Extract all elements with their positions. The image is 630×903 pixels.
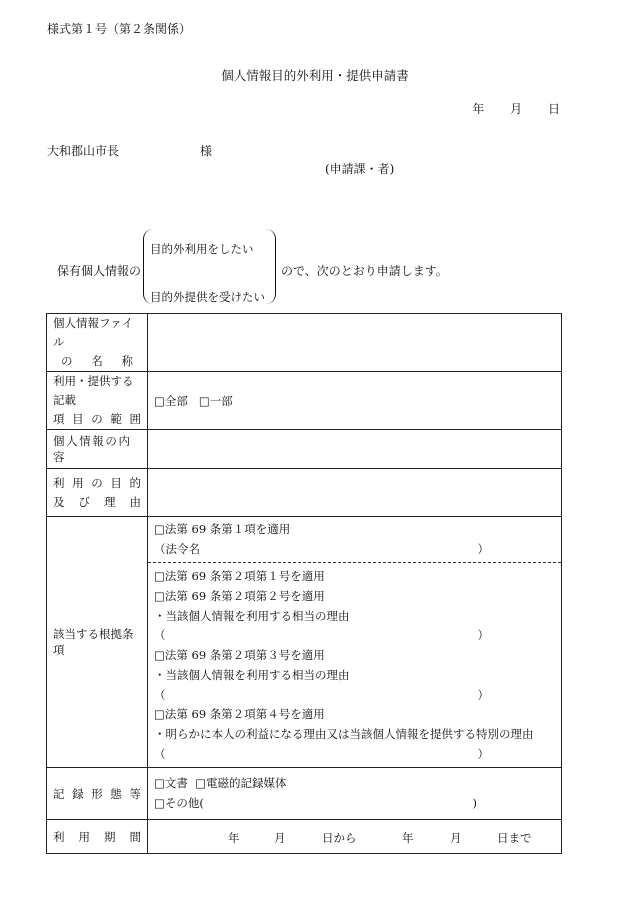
checkbox-clause-69-2-4[interactable]: □法第 69 条第２項第４号を適用 (154, 707, 325, 722)
date-day: 日 (547, 102, 560, 116)
date-year: 年 (472, 102, 485, 116)
period-day-from: 日から (322, 831, 357, 845)
label-char: の (91, 475, 103, 490)
label-purpose (47, 469, 148, 517)
label-line (53, 474, 141, 493)
special-reason-label: ・明らかに本人の利益になる理由又は当該個人情報を提供する特別の理由 (154, 726, 534, 741)
checkbox-document[interactable]: □文書 (154, 775, 188, 790)
checkbox-clause-69-2-1[interactable]: □法第 69 条第２項第１号を適用 (154, 569, 325, 584)
checkbox-clause-69-1[interactable]: □法第 69 条第１項を適用 (154, 522, 291, 536)
label-char: 等 (129, 786, 141, 801)
label-char: 利 (53, 829, 65, 844)
label-char: 項 (53, 412, 65, 426)
checkbox-other[interactable]: □その他( ) (154, 795, 477, 810)
option-use-outside-purpose: 目的外利用をしたい (150, 242, 254, 256)
document-title: 個人情報目的外利用・提供申請書 (221, 68, 409, 83)
label-char: の (61, 354, 73, 368)
record-format-options (154, 774, 555, 794)
label-char: の (91, 412, 103, 426)
label-content (47, 430, 148, 469)
label-legal-basis (47, 517, 148, 768)
table-row-scope (47, 372, 562, 430)
label-char: び (78, 494, 90, 509)
label-char: 由 (129, 494, 141, 509)
table-row-legal-basis (47, 517, 562, 768)
applicant-label: (申請課・者) (325, 162, 395, 176)
label-line (53, 493, 141, 512)
label-char: 的 (129, 475, 141, 490)
label-char: 用 (78, 829, 90, 844)
reason-label: ・当該個人情報を利用する相当の理由 (154, 608, 350, 623)
label-file-name (47, 314, 148, 372)
label-char: 目 (110, 475, 122, 490)
label-char: 態 (110, 786, 122, 801)
addressee: 大和郡山市長 (47, 144, 120, 158)
value-usage-period[interactable] (148, 820, 562, 854)
checkbox-all[interactable]: □全部 (154, 393, 188, 408)
clause-69-1-section (148, 520, 561, 563)
label-char: 理 (104, 494, 116, 509)
label-record-format (47, 768, 148, 820)
table-row-file-name (47, 314, 562, 372)
checkbox-part[interactable]: □一部 (198, 393, 233, 408)
option-receive-provision: 目的外提供を受けたい (150, 290, 265, 304)
table-row-usage-period (47, 820, 562, 854)
value-scope (148, 372, 562, 430)
period-year-from: 年 (228, 831, 240, 845)
label-line: 該当する根拠条項 (53, 627, 134, 657)
checkbox-clause-69-2-3[interactable]: □法第 69 条第２項第３号を適用 (154, 648, 325, 663)
label-line (53, 410, 141, 429)
label-line (53, 786, 141, 802)
label-char: 目 (72, 412, 84, 426)
period-month-to: 月 (450, 831, 462, 845)
reason-label: ・当該個人情報を利用する相当の理由 (154, 667, 350, 682)
table-row-purpose (47, 469, 562, 517)
label-scope (47, 372, 148, 430)
reason-field[interactable]: （ ） (154, 628, 489, 643)
label-char: 称 (121, 354, 133, 368)
table-row-record-format (47, 768, 562, 820)
label-char: 用 (72, 475, 84, 490)
label-line: 個人情報の内容 (53, 434, 132, 464)
intro-right-text: ので、次のとおり申請します。 (281, 264, 448, 278)
clause-69-2-section (154, 563, 555, 764)
label-char: 範 (110, 412, 122, 426)
special-reason-field[interactable]: （ ） (154, 746, 489, 761)
label-line (53, 829, 141, 845)
label-char: 利 (53, 475, 65, 490)
checkbox-clause-69-2-2[interactable]: □法第 69 条第２項第２号を適用 (154, 589, 325, 604)
law-name-field[interactable]: （法令名 ） (154, 541, 489, 556)
date-line (450, 100, 560, 117)
intro-left-text: 保有個人情報の (57, 264, 142, 278)
label-line: 利用・提供する記載 (53, 374, 134, 407)
value-purpose[interactable] (148, 469, 562, 517)
addressee-honorific: 様 (200, 144, 213, 158)
label-char: 名 (91, 354, 103, 368)
value-file-name[interactable] (148, 314, 562, 372)
period-day-to: 日まで (497, 831, 532, 845)
period-month-from: 月 (274, 831, 286, 845)
checkbox-electronic[interactable]: □電磁的記録媒体 (195, 775, 287, 790)
label-char: 囲 (129, 412, 141, 426)
value-record-format (148, 768, 562, 820)
label-char: 録 (72, 786, 84, 801)
label-usage-period (47, 820, 148, 854)
value-legal-basis (148, 517, 562, 768)
label-char: 期 (104, 829, 116, 844)
date-month: 月 (510, 102, 523, 116)
application-table (46, 313, 562, 854)
label-char: 形 (91, 786, 103, 801)
reason-field[interactable]: （ ） (154, 687, 489, 702)
label-line (53, 352, 141, 371)
label-char: 間 (129, 829, 141, 844)
table-row-content (47, 430, 562, 469)
label-char: 及 (53, 494, 65, 509)
label-char: 記 (53, 786, 65, 801)
value-content[interactable] (148, 430, 562, 469)
label-line: 個人情報ファイル (53, 316, 134, 349)
period-year-to: 年 (402, 831, 414, 845)
form-number: 様式第１号（第２条関係） (47, 22, 192, 36)
